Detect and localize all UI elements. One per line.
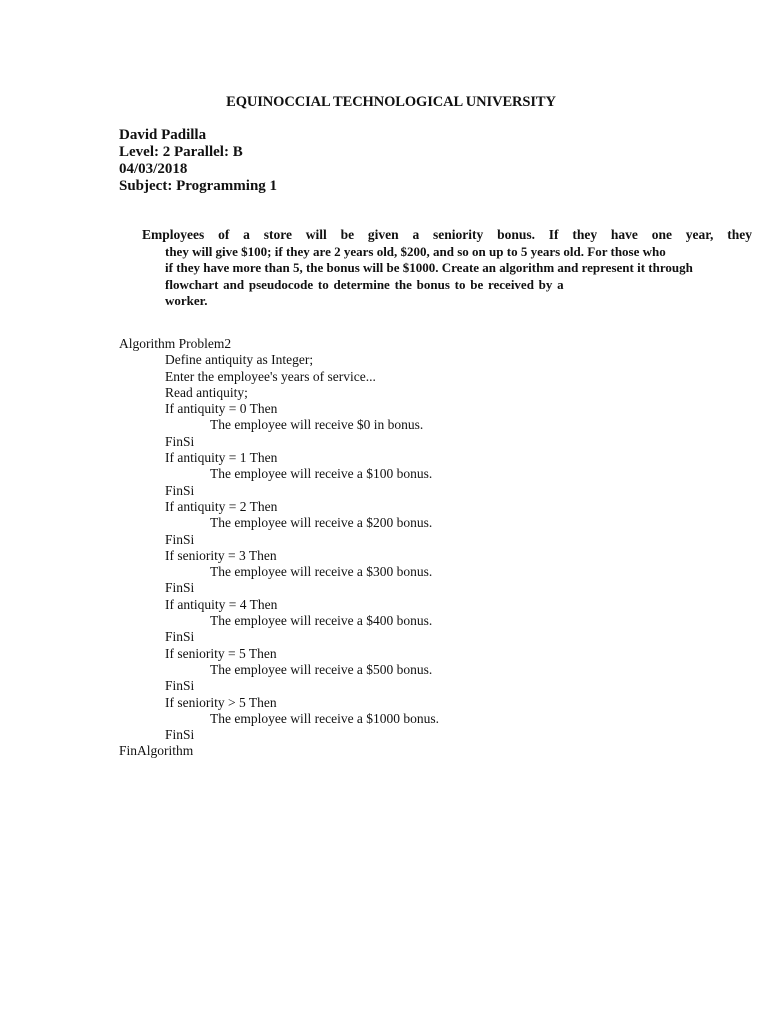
student-header — [119, 127, 277, 195]
pseudocode-line: The employee will receive a $500 bonus. — [210, 661, 433, 677]
pseudocode-line: FinSi — [165, 727, 195, 743]
student-level: Level: 2 Parallel: B — [119, 144, 243, 160]
pseudocode-line: If seniority = 5 Then — [165, 645, 277, 661]
pseudocode-line: If seniority > 5 Then — [165, 694, 277, 710]
pseudocode-line: FinSi — [165, 531, 195, 547]
problem-statement — [142, 227, 752, 310]
pseudocode-line: FinSi — [165, 580, 195, 596]
student-name: David Padilla — [119, 127, 207, 143]
pseudocode-line: If antiquity = 0 Then — [165, 401, 278, 417]
problem-line: if they have more than 5, the bonus will be $1000. Create an algorithm and represent it through — [165, 260, 693, 275]
pseudocode-line: If antiquity = 4 Then — [165, 596, 278, 612]
problem-line: Employees of a store will be given a seniority bonus. If they have one year, they — [142, 227, 752, 242]
pseudocode-line: The employee will receive a $300 bonus. — [210, 564, 433, 580]
pseudocode-line: If antiquity = 2 Then — [165, 498, 278, 514]
pseudocode-line: Define antiquity as Integer; — [165, 352, 314, 368]
pseudocode-line: FinSi — [165, 433, 195, 449]
pseudocode-block — [119, 336, 439, 760]
pseudocode-line: The employee will receive a $400 bonus. — [210, 613, 433, 629]
pseudocode-line: Enter the employee's years of service... — [165, 368, 376, 384]
university-title: EQUINOCCIAL TECHNOLOGICAL UNIVERSITY — [226, 94, 556, 110]
problem-line: worker. — [165, 293, 208, 308]
pseudocode-line: FinSi — [165, 482, 195, 498]
subject-line: Subject: Programming 1 — [119, 178, 278, 194]
problem-line: they will give $100; if they are 2 years old, $200, and so on up to 5 years old. For those who — [165, 243, 666, 259]
pseudocode-line: The employee will receive a $100 bonus. — [210, 466, 433, 482]
pseudocode-line: If antiquity = 1 Then — [165, 450, 278, 466]
algorithm-header: Algorithm Problem2 — [119, 336, 232, 351]
algorithm-footer: FinAlgorithm — [119, 743, 194, 759]
pseudocode-line: FinSi — [165, 678, 195, 694]
document-date: 04/03/2018 — [119, 161, 188, 177]
pseudocode-line: The employee will receive a $200 bonus. — [210, 515, 433, 531]
pseudocode-line: The employee will receive a $1000 bonus. — [210, 710, 440, 726]
pseudocode-line: FinSi — [165, 629, 195, 645]
pseudocode-line: Read antiquity; — [165, 384, 248, 400]
pseudocode-line: If seniority = 3 Then — [165, 547, 277, 563]
pseudocode-line: The employee will receive $0 in bonus. — [210, 417, 424, 433]
problem-line: flowchart and pseudocode to determine the bonus to be received by a — [165, 276, 564, 292]
